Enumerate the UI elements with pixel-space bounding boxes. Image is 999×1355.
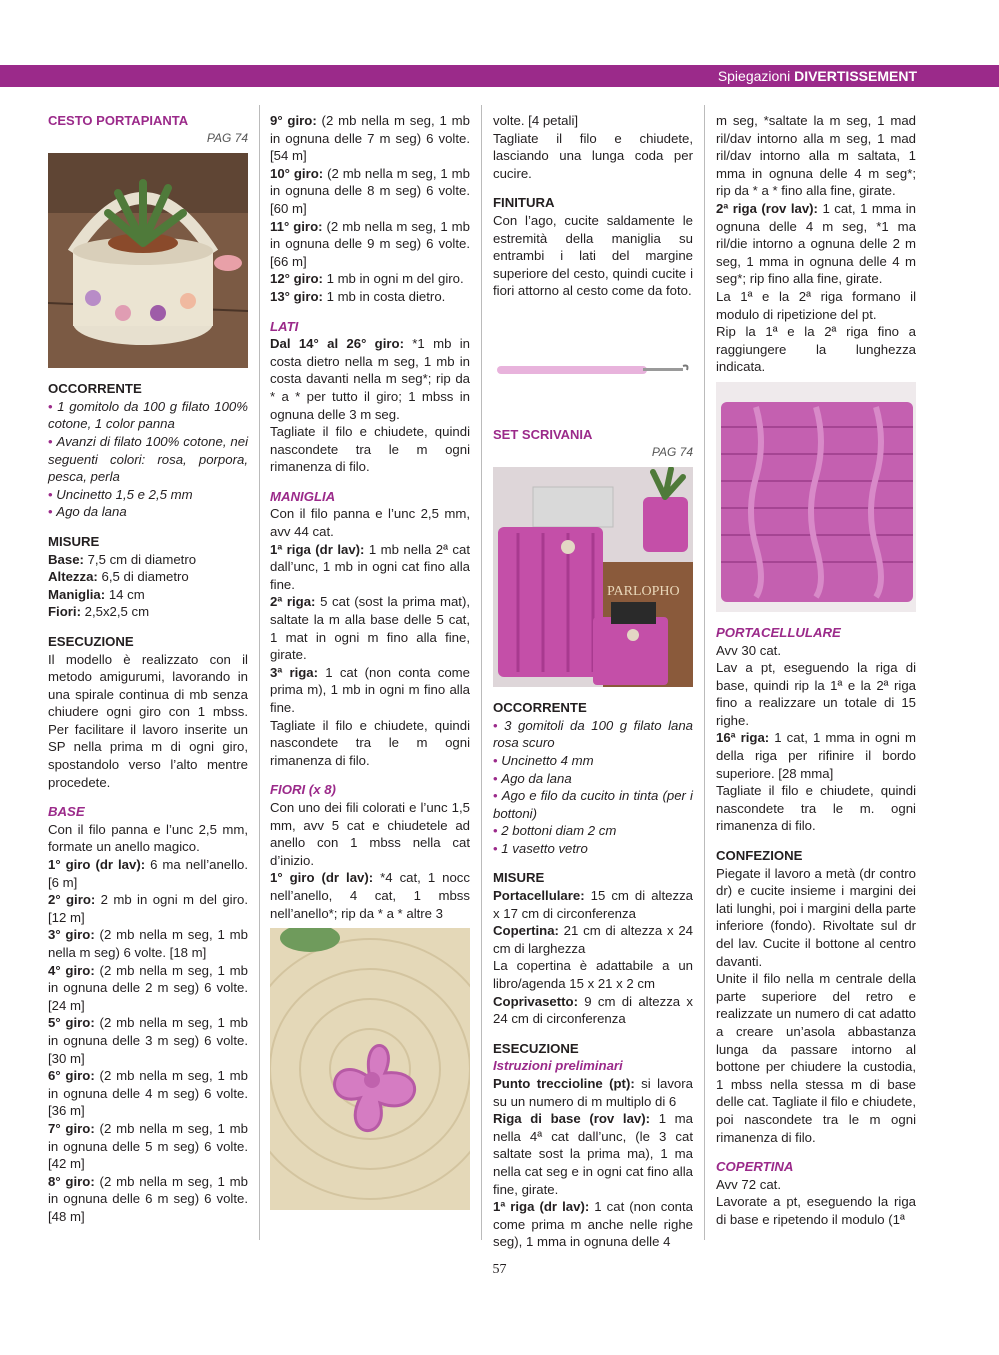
heading: OCCORRENTE — [48, 381, 142, 397]
list-item: • 1 vasetto vetro — [493, 840, 693, 858]
heading: ESECUZIONE — [493, 1040, 579, 1056]
paragraph: Tagliate il filo e chiudete, quindi nascondete tra le m ogni rimanenza di filo. — [270, 424, 470, 475]
crochet-hook-image — [493, 306, 693, 416]
paragraph: Con uno dei fili colorati e l’unc 1,5 mm, avv 5 cat e chiudetele ad anello con 1 mbss nella cat d’inizio. — [270, 799, 470, 868]
heading: OCCORRENTE — [493, 700, 587, 716]
stitch-swatch-photo — [716, 382, 916, 612]
heading: MISURE — [493, 870, 545, 886]
subheading: Istruzioni preliminari — [493, 1058, 623, 1074]
instruction: 3ª riga: 1 cat (non conta come prima m), 1 mb in ogni m fino alla fine. — [270, 664, 470, 715]
list-item: • 2 bottoni diam 2 cm — [493, 822, 693, 840]
column-divider — [704, 105, 705, 1240]
list-item: • 1 gomitolo da 100 g filato 100% cotone, 1 color panna — [48, 398, 248, 433]
heading: ESECUZIONE — [48, 633, 134, 649]
measure-line: Fiori: 2,5x2,5 cm — [48, 604, 150, 620]
column-divider — [259, 105, 260, 1240]
measure-line: Coprivasetto: 9 cm di altezza x 24 cm di circonferenza — [493, 993, 693, 1027]
column-2 — [270, 112, 470, 1220]
instruction: 1° giro (dr lav): 6 ma nell’anello. [6 m] — [48, 857, 249, 890]
column-1 — [48, 112, 248, 1226]
measure-line: Portacellulare: 15 cm di altezza x 17 cm di circonferenza — [493, 888, 693, 921]
section-title: SET SCRIVANIA — [493, 426, 593, 442]
instruction: Punto treccioline (pt): si lavora su un numero di m multiplo di 6 — [493, 1076, 693, 1109]
subheading: PORTACELLULARE — [716, 624, 841, 640]
page-ref: PAG 74 — [206, 130, 248, 145]
instruction: 16ª riga: 1 cat, 1 mma in ogni m della riga per rifinire il bordo superiore. [28 mma] — [716, 730, 916, 781]
basket-photo — [48, 153, 248, 368]
instruction: Dal 14° al 26° giro: *1 mb in costa dietro nella m seg, 1 mb in costa davanti nella m seg*; rip da * a * per tutto il giro; 1 mbss in ognuna delle 3 m seg. — [270, 336, 470, 422]
paragraph: Avv 72 cat. — [716, 1176, 781, 1192]
paragraph: m seg, *saltate la m seg, 1 mad ril/dav intorno alla m seg, 1 mad ril/dav intorno alla m saltata, 1 mma in ognuna delle 4 m seg*; rip da * a * fino alla fine, girate. — [716, 113, 916, 199]
paragraph: Lav a pt, eseguendo la riga di base, quindi rip la 1ª e la 2ª riga fino a realizzare un totale di 15 righe. — [716, 660, 916, 728]
instruction: 5° giro: (2 mb nella m seg, 1 mb in ognuna delle 3 m seg) 6 volte. [30 m] — [48, 1015, 248, 1066]
paragraph: La copertina è adattabile a un libro/agenda 15 x 21 x 2 cm — [493, 958, 693, 992]
instruction: 9° giro: (2 mb nella m seg, 1 mb in ognuna delle 7 m seg) 6 volte. [54 m] — [270, 113, 470, 164]
paragraph: Rip la 1ª e la 2ª riga fino a raggiungere la lunghezza indicata. — [716, 324, 916, 375]
measure-line: Altezza: 6,5 di diametro — [48, 569, 189, 585]
subheading: BASE — [48, 804, 85, 820]
page-number: 57 — [492, 1262, 507, 1277]
measure-line: Base: 7,5 cm di diametro — [48, 551, 197, 567]
paragraph: Tagliate il filo e chiudete, quindi nascondete tra le m ogni rimanenza di filo. — [270, 717, 470, 768]
heading: MISURE — [48, 533, 100, 549]
desk-set-photo — [493, 467, 693, 687]
heading: FINITURA — [493, 195, 555, 211]
column-3 — [493, 112, 693, 1251]
instruction: 2ª riga (rov lav): 1 cat, 1 mma in ognuna delle 4 m seg, *1 ma ril/die intorno a ognuna delle 2 m seg, 1 mma in ognuna delle 4 m seg*; rip fino alla fine, girate. — [716, 200, 916, 287]
instruction: 8° giro: (2 mb nella m seg, 1 mb in ognuna delle 6 m seg) 6 volte. [48 m] — [48, 1173, 248, 1224]
column-4 — [716, 112, 916, 1229]
paragraph: Con il filo panna e l’unc 2,5 mm, avv 44 cat. — [270, 506, 470, 540]
instruction: 3° giro: (2 mb nella m seg, 1 mb nella m seg) 6 volte. [18 m] — [48, 927, 248, 960]
measure-line: Maniglia: 14 cm — [48, 586, 145, 602]
instruction: 2ª riga: 5 cat (sost la prima mat), saltate la m alla base delle 5 cat, 1 mat in ogni m fino alla fine, girate. — [270, 594, 471, 663]
measure-line: Copertina: 21 cm di altezza x 24 cm di larghezza — [493, 923, 693, 956]
instruction: 13° giro: 1 mb in costa dietro. — [270, 288, 446, 304]
instruction: 11° giro: (2 mb nella m seg, 1 mb in ognuna delle 9 m seg) 6 volte. [66 m] — [270, 218, 470, 269]
instruction: 1ª riga (dr lav): 1 cat (non conta come prima m anche nelle righe seg), 1 mma in ognuna delle 4 — [493, 1199, 693, 1250]
paragraph: Lavorate a pt, eseguendo la riga di base e ripetendo il modulo (1ª — [716, 1194, 916, 1227]
instruction: 12° giro: 1 mb in ogni m del giro. — [270, 271, 464, 287]
subheading: LATI — [270, 318, 299, 334]
list-item: • Ago e filo da cucito in tinta (per i bottoni) — [493, 787, 693, 822]
paragraph: Con l’ago, cucite saldamente le estremità della maniglia su entrambi i lati del margine superiore del cesto, quindi cucite i fiori attorno al cesto come da foto. — [493, 212, 693, 299]
instruction: 10° giro: (2 mb nella m seg, 1 mb in ognuna delle 8 m seg) 6 volte. [60 m] — [270, 165, 470, 216]
paragraph: Tagliate il filo e chiudete, quindi nascondete tra le m. ogni rimanenza di filo. — [716, 783, 916, 834]
instruction: 2° giro: 2 mb in ogni m del giro. [12 m] — [48, 892, 248, 925]
instruction: 4° giro: (2 mb nella m seg, 1 mb in ognuna delle 2 m seg) 6 volte. [24 m] — [48, 962, 248, 1013]
page-ref: PAG 74 — [651, 444, 693, 459]
paragraph: volte. [4 petali] — [493, 113, 579, 128]
subheading: FIORI (x 8) — [270, 782, 336, 798]
section-title: CESTO PORTAPIANTA — [48, 113, 189, 128]
photo-label: PARLOPHO — [607, 584, 680, 600]
list-item: • Uncinetto 4 mm — [493, 752, 693, 770]
list-item: • Avanzi di filato 100% cotone, nei seguenti colori: rosa, porpora, pesca, perla — [48, 433, 248, 486]
paragraph: Piegate il lavoro a metà (dr contro dr) e cucite insieme i margini dei lati lunghi, poi i margini della parte inferiore (fondo). Rivoltate sul dr del lav. Cucite il bottone al centro davanti. — [716, 865, 916, 969]
paragraph: Il modello è realizzato con il metodo amigurumi, lavorando in una spirale continua di mb senza chiudere ogni giro con 1 mbss. Per facilitare il lavoro inserite un SP nella prima m di ogni giro, spostandolo verso l’alto mentre procedete. — [48, 651, 248, 790]
instruction: 1ª riga (dr lav): 1 mb nella 2ª cat dall’unc, 1 mb in ogni cat fino alla fine. — [270, 541, 470, 592]
subheading: MANIGLIA — [270, 488, 336, 504]
list-item: • Ago da lana — [48, 503, 248, 521]
instruction: 7° giro: (2 mb nella m seg, 1 mb in ognuna delle 5 m seg) 6 volte. [42 m] — [48, 1120, 248, 1172]
instruction: 1° giro (dr lav): *4 cat, 1 nocc nell’anello, 4 cat, 1 mbss nell’anello*; rip da * a * altre 3 — [270, 870, 470, 921]
paragraph: La 1ª e la 2ª riga formano il modulo di ripetizione del pt. — [716, 288, 916, 322]
header-title: Spiegazioni DIVERTISSEMENT — [717, 68, 917, 84]
instruction: 6° giro: (2 mb nella m seg, 1 mb in ognuna delle 4 m seg) 6 volte. [36 m] — [48, 1068, 248, 1119]
paragraph: Avv 30 cat. — [716, 642, 781, 658]
list-item: • Ago da lana — [493, 770, 693, 788]
flower-photo — [270, 928, 470, 1210]
subheading: COPERTINA — [716, 1159, 794, 1175]
paragraph: Con il filo panna e l’unc 2,5 mm, formate un anello magico. — [48, 821, 248, 855]
instruction: Riga di base (rov lav): 1 ma nella 4ª cat dall’unc, (le 3 cat saltate sost la prima ma), 1 ma nella cat seg e in ogni cat fino alla fine, girate. — [493, 1111, 694, 1197]
heading: CONFEZIONE — [716, 848, 803, 864]
column-divider — [481, 105, 482, 1240]
paragraph: Unite il filo nella m centrale della parte superiore del retro e realizzate un numero di cat adatto a creare un’asola abbastanza lunga da passare intorno al bottone per chiudere la custodia, 1 mbss nella stessa m di base delle cat. Tagliate il filo e chiudete, poi nascondete tra le m ogni rimanenza di filo. — [716, 971, 916, 1145]
list-item: • 3 gomitoli da 100 g filato lana rosa scuro — [493, 717, 693, 752]
list-item: • Uncinetto 1,5 e 2,5 mm — [48, 486, 248, 504]
paragraph: Tagliate il filo e chiudete, lasciando una lunga coda per cucire. — [493, 130, 693, 181]
